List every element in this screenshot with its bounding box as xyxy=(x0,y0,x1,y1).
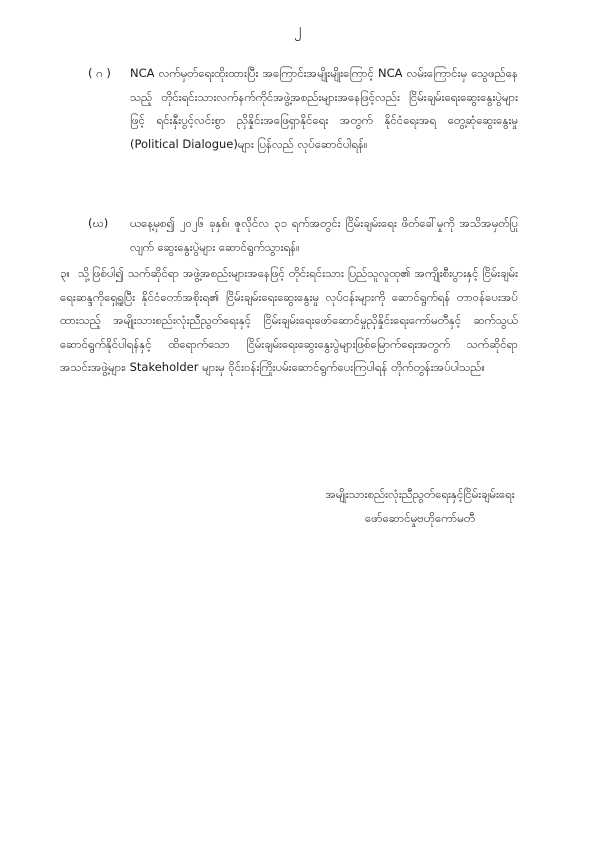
signature-line-2: ဖော်ဆောင်မှုဗဟိုကော်မတီ xyxy=(365,511,475,525)
paragraph-3 xyxy=(60,262,518,422)
list-item-marker: (ဃ) xyxy=(88,216,109,230)
list-item-marker: ( ဂ ) xyxy=(88,66,111,80)
paragraph-number: ၃။ xyxy=(60,266,70,280)
signature-block xyxy=(300,482,540,530)
list-item-text: NCA လက်မှတ်ရေးထိုးထားပြီး အကြောင်းအမျိုးမျိုးကြောင့် NCA လမ်းကြောင်းမှ သွေဖည်နေသည့် တိုင်းရင်းသားလက်နက်ကိုင်အဖွဲ့အစည်းများအနေဖြင့်လည်း ငြိမ်းချမ်းရေးဆွေးနွေးပွဲများဖြင့် ရင်းနှီးပွင့်လင်းစွာ ညှိနှိုင်းအဖြေရှာနိုင်ရေး အတွက် နိုင်ငံရေးအရ တွေ့ဆုံဆွေးနွေးမှု (Political Dialogue)များ ပြန်လည် လုပ်ဆောင်ပါရန်။ xyxy=(130,66,518,151)
list-item-gha xyxy=(88,212,518,262)
signature-line-1: အမျိုးသားစည်းလုံးညီညွတ်ရေးနှင့်ငြိမ်းချမ်းရေး xyxy=(325,487,515,501)
list-item-ga xyxy=(88,62,518,202)
paragraph-text: သို့ဖြစ်ပါ၍ သက်ဆိုင်ရာ အဖွဲ့အစည်းများအနေဖြင့် တိုင်းရင်းသား ပြည်သူလူထု၏ အကျိုးစီးပွားနှင့် ငြိမ်းချမ်းရေးဆန္ဒကိုရှေ့ရှုပြီး နိုင်ငံတော်အစိုးရ၏ ငြိမ်းချမ်းရေးဆွေးနွေးမှု လုပ်ငန်းများကို ဆောင်ရွက်ရန် တာဝန်ပေးအပ်ထားသည့် အမျိုးသားစည်းလုံးညီညွတ်ရေးနှင့် ငြိမ်းချမ်းရေးဖော်ဆောင်မှုညှိနှိုင်းရေးကော်မတီနှင့် ဆက်သွယ်ဆောင်ရွက်နိုင်ပါရန်နှင့် ထိရောက်သော ငြိမ်းချမ်းရေးဆွေးနွေးပွဲများဖြစ်မြောက်ရေးအတွက် သက်ဆိုင်ရာ အသင်းအဖွဲ့များ၊ Stakeholder များမှ ဝိုင်းဝန်းကြိုးပမ်းဆောင်ရွက်ပေးကြပါရန် တိုက်တွန်းအပ်ပါသည်။ xyxy=(60,266,518,374)
list-item-text: ယနေ့မှစ၍ ၂၀၂၆ ခုနှစ်၊ ဇူလိုင်လ ၃၁ ရက်အတွင်း ငြိမ်းချမ်းရေး ဖိတ်ခေါ်မှုကို အသိအမှတ်ပြုလျက် ဆွေးနွေးပွဲများ ဆောင်ရွက်သွားရန်။ xyxy=(130,216,518,254)
page-number: ၂ xyxy=(293,20,302,38)
